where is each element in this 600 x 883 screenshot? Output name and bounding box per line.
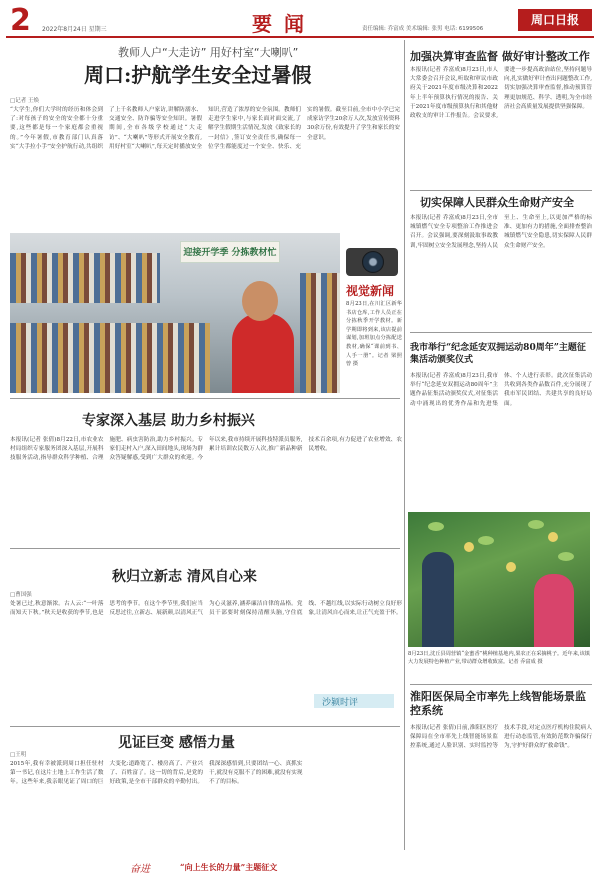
story3-body: 本报讯(记者 乔富成)8月23日,全市城镇燃气安全专项整治工作推进会召开。会议强调,要深刻汲取事故教训,牢固树立安全发展理念,坚持人民至上、生命至上,以更加严格的标准、更加有力的措施,全面排查整治城镇燃气安全隐患,切实保障人民群众生命财产安全。 — [410, 215, 592, 249]
footer-slogan: “向上生长的力量”主题征文 — [180, 862, 278, 872]
photo2-caption: 8月23日,沈丘县周营镇“金蜜香”桃种植基地内,果农正在采摘桃子。近年来,该镇大力发展特色种植产业,带动群众增收致富。记者 乔富成 摄 — [408, 651, 590, 666]
masthead — [6, 4, 594, 38]
story7-byline: □王明 — [10, 752, 27, 758]
story1-byline: □记者 王焕 — [10, 98, 39, 104]
editor-credits: 责任编辑: 乔富成 美术编辑: 张男 电话: 6199506 — [362, 26, 484, 32]
newspaper-logo: 周口日报 — [518, 9, 592, 31]
visual-news-label: 视觉新闻 — [346, 284, 395, 298]
story8-headline[interactable]: 淮阳医保局全市率先上线智能场景监控系统 — [410, 690, 586, 717]
story2-headline[interactable]: 加强决算审查监督 做好审计整改工作 — [410, 50, 590, 63]
orchard-photo — [408, 512, 590, 647]
story5-headline[interactable]: 专家深入基层 助力乡村振兴 — [82, 413, 255, 429]
story6-byline: □曹国强 — [10, 592, 32, 598]
footer-ad[interactable] — [120, 858, 420, 878]
camera-lens-icon — [362, 251, 384, 273]
story1-kicker: 教师人户“大走访” 用好村室“大喇叭” — [118, 46, 299, 59]
bookstore-photo — [10, 233, 340, 393]
story8-body: 本报讯(记者 张倩)日前,淮阳区医疗保障局在全市率先上线智能场景监控系统,通过人脸识别、实时监控等技术手段,对定点医疗机构住院病人进行动态监管,有效防范欺诈骗保行为,守护好群众的“救命钱”。 — [410, 725, 592, 750]
story1-body: “大学生,你们大学时的经历和体会到了:对每孩子的安全的安全都十分重要,这些都是每一个家庭都会重视的。”今年暑假,市教育部门认真落实“大手拉小手”安全护航行动,共组织了上千名教师人户家访,讲解防溺水、交通安全、防诈骗等安全知识。暑假期间,全市各级学校通过“大走访”、“大喇叭”等形式开展安全教育,用好村室“大喇叭”,每天定时播放安全知识,营造了浓厚的安全氛围。教师们走进学生家中,与家长面对面交流,了解学生假期生活情况,发放《致家长的一封信》,签订安全责任书,确保每一位学生都能度过一个安全、快乐、充实的暑假。截至目前,全市中小学已完成家访学生20余万人次,发放宣传资料30余万份,有效提升了学生和家长的安全意识。 — [10, 107, 400, 150]
page-number: 2 — [10, 3, 31, 38]
issue-date: 2022年8月24日 星期三 — [42, 26, 107, 33]
section-title: 要闻 — [252, 12, 316, 36]
story1-headline[interactable]: 周口:护航学生安全过暑假 — [84, 63, 312, 87]
story6-headline[interactable]: 秋归立新志 清风自心来 — [112, 569, 257, 585]
story5-body: 本报讯(记者 张倩)8月22日,市农业农村局组织专家服务团深入基层,开展科技服务活动,指导群众科学种植、合理施肥、病虫害防治,助力乡村振兴。专家们走村入户,深入田间地头,现场为群众答疑解惑,受到广大群众的欢迎。今年以来,我市持续开展科技特派员服务,累计培训农民数万人次,推广新品种新技术百余项,有力促进了农业增效、农民增收。 — [10, 437, 402, 462]
photo1-caption: 8月23日,在川汇区新华书店仓库,工作人员正在分拣秋季开学教材。新学期即将到来,该店提前谋划,加班加点分拣配送教材,确保“课前到书、人手一册”。记者 梁照曾 摄 — [346, 301, 402, 368]
commentary-label-box — [314, 694, 394, 708]
story7-headline[interactable]: 见证巨变 感悟力量 — [118, 735, 235, 751]
photo-banner: 迎接开学季 分拣教材忙 — [180, 241, 280, 263]
footer-logo: 奋进 — [130, 864, 150, 875]
story3-headline[interactable]: 切实保障人民群众生命财产安全 — [420, 196, 574, 209]
story7-body: 2015年,我有幸被派到周口担任驻村第一书记,在这片土地上工作生活了数年。这些年来,我亲眼见证了周口的巨大变化:道路宽了、楼房高了、产业兴了、百姓富了。这一切的背后,是党的好政策,是全市干部群众的辛勤付出。我深深感悟到,只要团结一心、真抓实干,就没有克服不了的困难,就没有实现不了的目标。 — [10, 761, 303, 786]
story4-body: 本报讯(记者 乔富成)8月23日,我市举行“纪念延安双拥运动80周年”主题作品征集活动颁奖仪式,对征集活动中涌现出的优秀作品和先进集体、个人进行表彰。此次征集活动共收到各类作品数百件,充分展现了我市军民团结、共建共享的良好局面。 — [410, 373, 592, 407]
story4-headline[interactable]: 我市举行“纪念延安双拥运动80周年”主题征集活动颁奖仪式 — [410, 343, 586, 365]
story2-body: 本报讯(记者 乔富成)8月23日,市人大常委会召开会议,听取和审议市政府关于2021年度市级决算和2022年上半年预算执行情况的报告、关于2021年度市级预算执行和其他财政收支的审计工作报告。会议要求,要进一步提高政治站位,坚持问题导向,扎实做好审计查出问题整改工作,切实加强决算审查监督,推动预算管理更加规范、科学、透明,为全市经济社会高质量发展提供坚强保障。 — [410, 67, 592, 120]
commentary-label: 沙颍时评 — [322, 698, 359, 708]
story6-body: 处暑已过,秋意渐浓。古人云:“一叶落而知天下秋。”秋天是收获的季节,也是思考的季节。在这个季节里,我们应当反思过往,立新志、展新颜,以清风正气为心灵滋养,涵养廉洁自律的品格。党员干部要时刻保持清醒头脑,守住底线、不越红线,以实际行动树立良好形象,让清风自心而来,让正气充盈于怀。 — [10, 601, 402, 617]
